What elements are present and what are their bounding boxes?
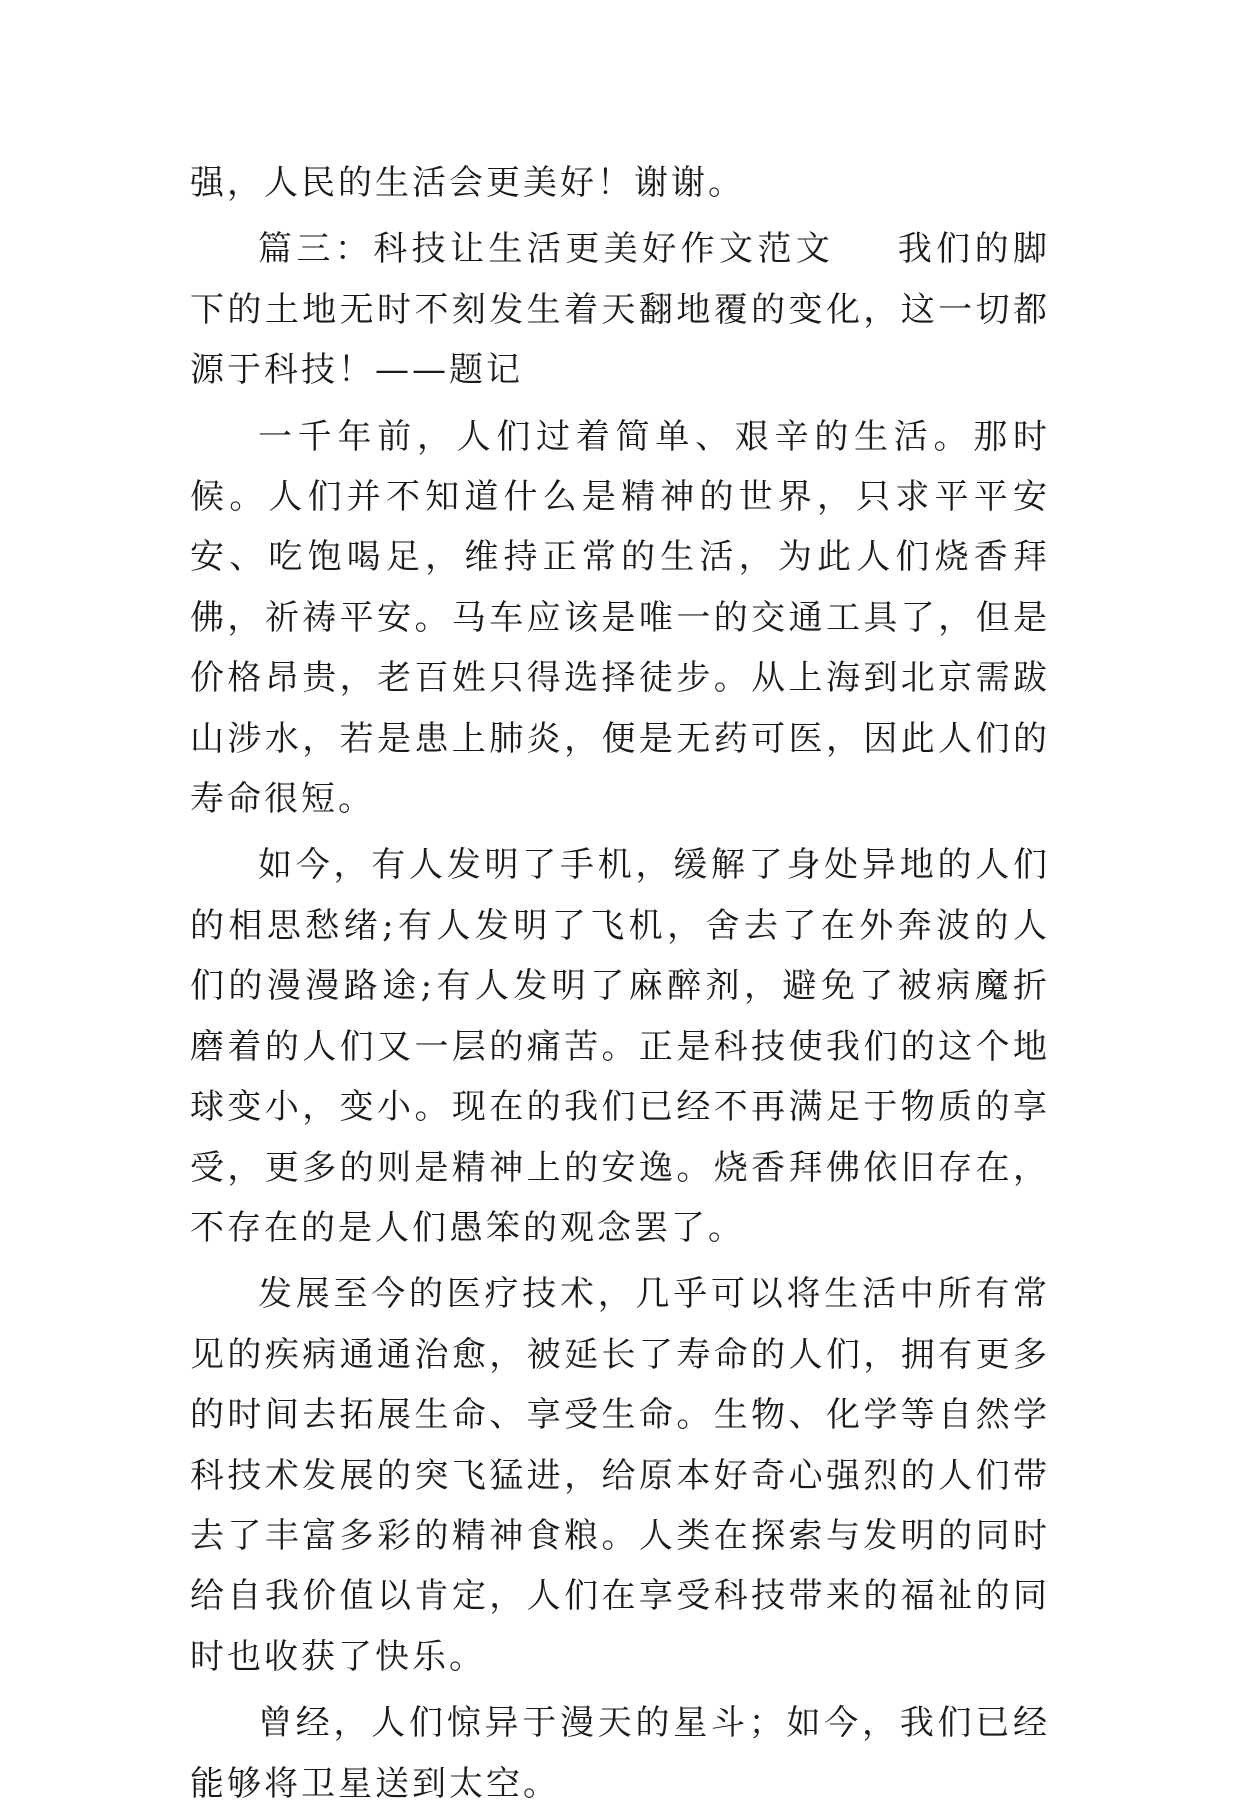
paragraph-medicine xyxy=(190,1264,1050,1687)
paragraph-text: 我们的脚下的土地无时不刻发生着天翻地覆的变化，这一切都源于科技！——题记 xyxy=(190,229,1051,391)
paragraph-text: 一千年前，人们过着简单、艰辛的生活。那时候。人们并不知道什么是精神的世界，只求平平安安、吃饱喝足，维持正常的生活，为此人们烧香拜佛，祈祷平安。马车应该是唯一的交通工具了，但是价格昂贵，老百姓只得选择徒步。从上海到北京需跋山涉水，若是患上肺炎，便是无药可医，因此人们的寿命很短。 xyxy=(190,416,1050,820)
paragraph-essay-heading xyxy=(190,219,1050,400)
essay-heading: 篇三：科技让生活更美好作文范文 xyxy=(258,229,835,270)
paragraph-text: 如今，有人发明了手机，缓解了身处异地的人们的相思愁绪;有人发明了飞机，舍去了在外奔波的人们的漫漫路途;有人发明了麻醉剂，避免了被病魔折磨着的人们又一层的痛苦。正是科技使我们的这个地球变小，变小。现在的我们已经不再满足于物质的享受，更多的则是精神上的安逸。烧香拜佛依旧存在，不存在的是人们愚笨的观念罢了。 xyxy=(190,845,1050,1248)
paragraph-text: 强，人民的生活会更美好！谢谢。 xyxy=(190,163,745,203)
paragraph-closing xyxy=(190,153,1050,213)
document-body xyxy=(190,153,1050,1820)
paragraph-present xyxy=(190,835,1050,1258)
paragraph-past xyxy=(190,407,1050,830)
paragraph-text: 发展至今的医疗技术，几乎可以将生活中所有常见的疾病通通治愈，被延长了寿命的人们，拥有更多的时间去拓展生命、享受生命。生物、化学等自然学科技术发展的突飞猛进，给原本好奇心强烈的人们带去了丰富多彩的精神食粮。人类在探索与发明的同时给自我价值以肯定，人们在享受科技带来的福祉的同时也收获了快乐。 xyxy=(190,1274,1050,1677)
paragraph-text: 曾经，人们惊异于漫天的星斗；如今，我们已经能够将卫星送到太空。 xyxy=(190,1703,1050,1804)
